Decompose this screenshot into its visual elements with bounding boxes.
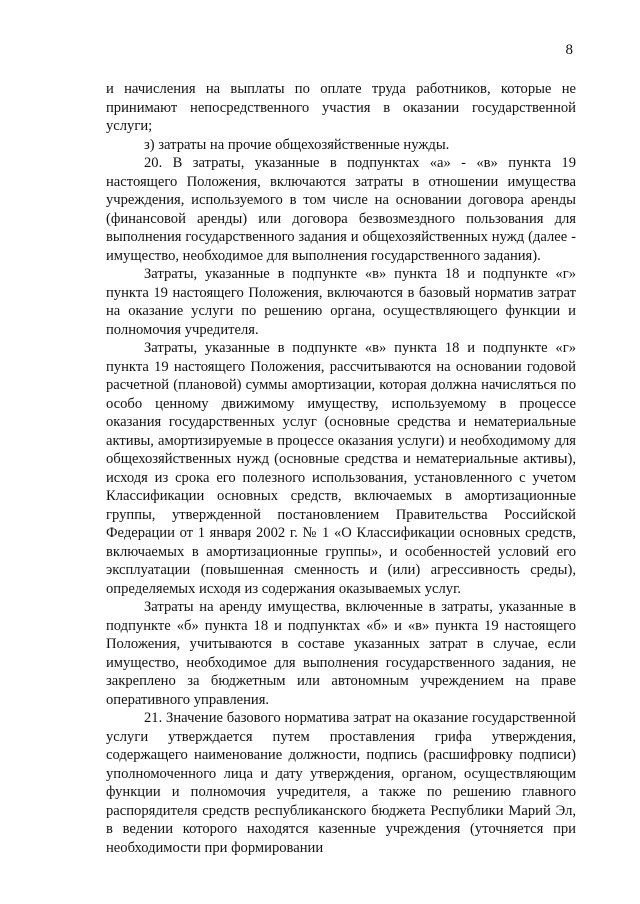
paragraph-continuation: и начисления на выплаты по оплате труда работников, которые не принимают непосредственного участия в оказании государственной услуги;	[106, 81, 576, 134]
paragraph-basic-norm: Затраты, указанные в подпункте «в» пункта 18 и подпункте «г» пункта 19 настоящего Положения, включаются в базовый норматив затрат на оказание услуги по решению органа, осуществляющего функции и полномочия учредителя.	[106, 266, 576, 338]
paragraph-21: 21. Значение базового норматива затрат на оказание государственной услуги утверждается путем проставления грифа утверждения, содержащего наименование должности, подпись (расшифровку подписи) уполномоченного лица и дату утверждения, органом, осуществляющим функции и полномочия учредителя, а также по решению главного распорядителя средств республиканского бюджета Республики Марий Эл, в ведении которого находятся казенные учреждения (уточняется при необходимости при формировании	[106, 710, 576, 856]
paragraph-amortization: Затраты, указанные в подпункте «в» пункта 18 и подпункте «г» пункта 19 настоящего Положения, рассчитываются на основании годовой расчетной (плановой) суммы амортизации, которая должна начисляться по особо ценному движимому имуществу, используемому в процессе оказания государственных услуг (основные средства и нематериальные активы, амортизируемые в процессе оказания услуги) и необходимому для общехозяйственных нужд (основные средства и нематериальные активы), исходя из срока его полезного использования, установленного с учетом Классификации основных средств, включаемых в амортизационные группы, утвержденной постановлением Правительства Российской Федерации от 1 января 2002 г. № 1 «О Классификации основных средств, включаемых в амортизационные группы», и особенностей условий его эксплуатации (повышенная сменность и (или) агрессивность среды), определяемых исходя из содержания оказываемых услуг.	[106, 340, 576, 597]
paragraph-20: 20. В затраты, указанные в подпунктах «а» - «в» пункта 19 настоящего Положения, включаются затраты в отношении имущества учреждения, используемого в том числе на основании договора аренды (финансовой аренды) или договора безвозмездного пользования для выполнения государственного задания и общехозяйственных нужд (далее - имущество, необходимое для выполнения государственного задания).	[106, 155, 576, 264]
document-body	[106, 80, 576, 857]
page-number: 8	[565, 42, 573, 58]
paragraph-rent: Затраты на аренду имущества, включенные в затраты, указанные в подпункте «б» пункта 18 и подпунктах «б» и «в» пункта 19 настоящего Положения, учитываются в составе указанных затрат в случае, если имущество, необходимое для выполнения государственного задания, не закреплено за бюджетным или автономным учреждением на праве оперативного управления.	[106, 599, 576, 708]
paragraph-item-z: з) затраты на прочие общехозяйственные нужды.	[144, 136, 450, 153]
